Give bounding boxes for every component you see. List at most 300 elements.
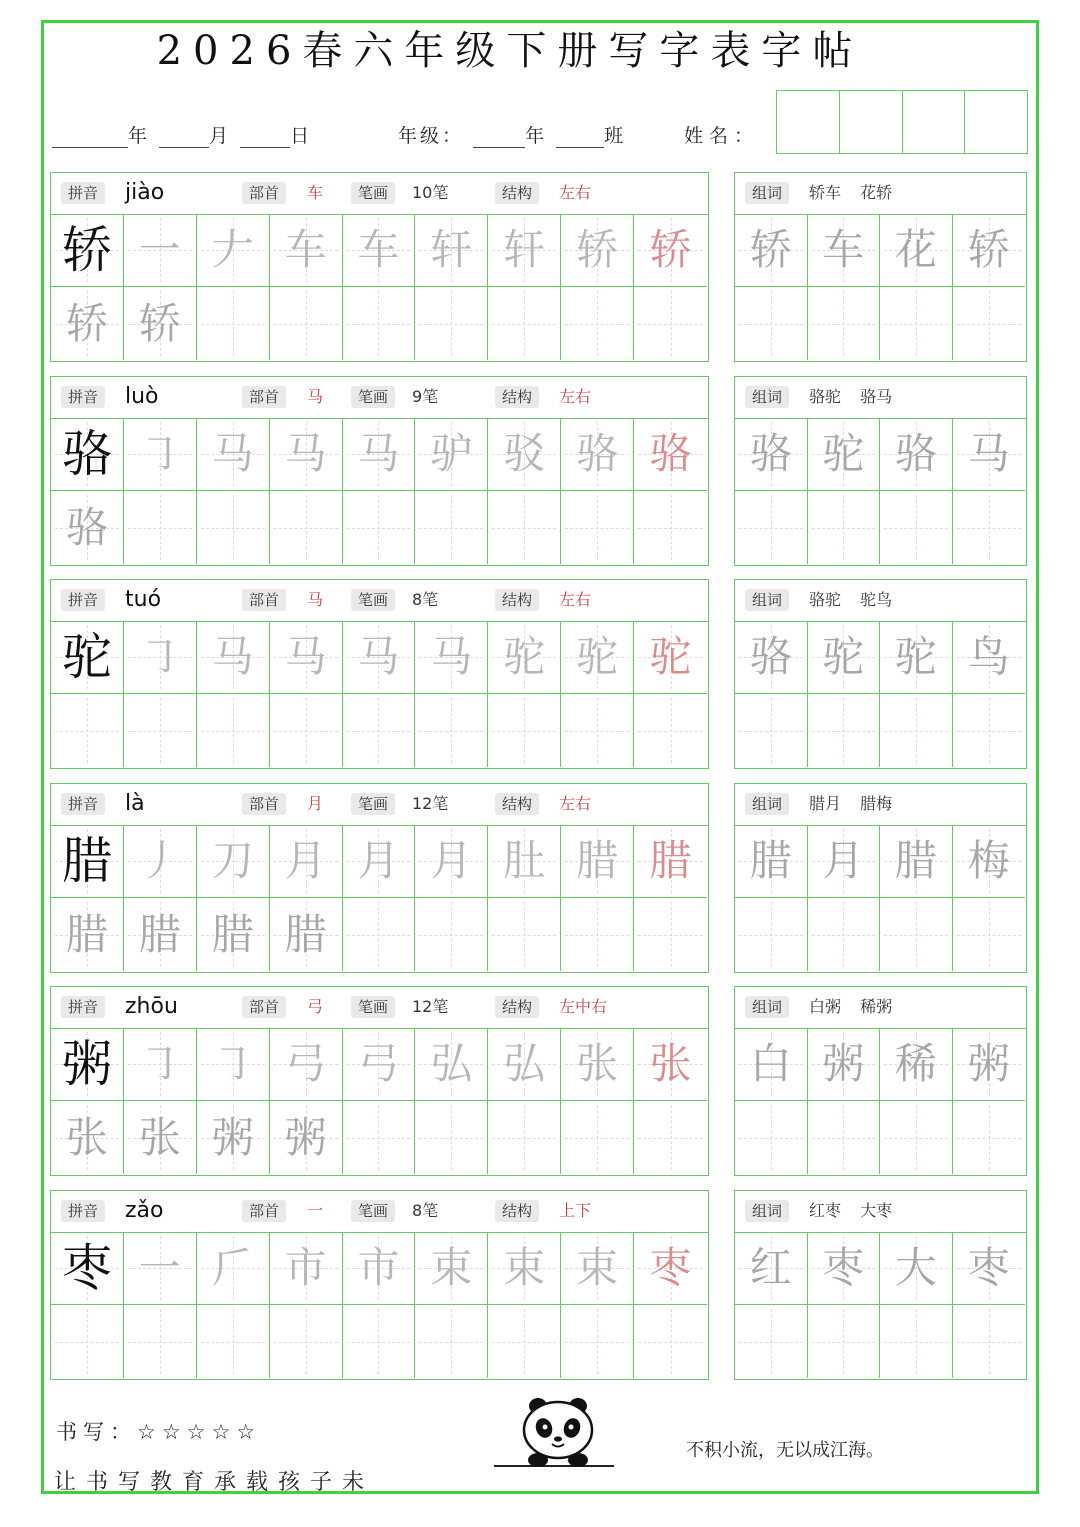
writing-cell[interactable] [197,1232,270,1305]
strokes-value: 8笔 [412,590,439,609]
writing-cell[interactable] [561,418,634,491]
writing-cell[interactable] [51,491,124,564]
word-character: 驼 [822,632,865,681]
writing-cell[interactable] [561,1232,634,1305]
words-panel [734,783,1027,973]
writing-cell[interactable] [561,825,634,898]
writing-cell[interactable] [270,898,343,971]
stroke-step: 张 [649,1039,692,1088]
writing-cell[interactable] [735,214,808,287]
writing-cell[interactable] [735,825,808,898]
character-section [0,376,1080,566]
words-tag: 组词 [745,793,789,815]
character-section [0,172,1080,362]
writing-cell[interactable] [808,621,881,694]
month-blank[interactable] [159,129,209,148]
writing-cell[interactable] [953,1028,1026,1101]
words-tag: 组词 [745,996,789,1018]
quote: 不积小流，无以成江海。 [686,1440,884,1461]
writing-cell[interactable] [343,1101,416,1174]
writing-cell[interactable] [561,287,634,360]
writing-cell[interactable] [808,418,881,491]
writing-cell[interactable] [561,898,634,971]
writing-cell[interactable] [270,694,343,767]
structure-tag: 结构 [495,793,539,815]
writing-cell[interactable] [51,287,124,360]
writing-cell[interactable] [343,1232,416,1305]
word-character: 车 [822,225,865,274]
writing-cell[interactable] [415,621,488,694]
stroke-step: 枣 [649,1243,692,1292]
words-panel [734,376,1027,566]
writing-cell[interactable] [488,1305,561,1378]
writing-cell[interactable] [343,898,416,971]
radical-value: 一 [307,1201,324,1220]
writing-cell[interactable] [488,621,561,694]
writing-cell[interactable] [270,825,343,898]
writing-cell[interactable] [880,825,953,898]
pinyin-tag: 拼音 [61,386,105,408]
stroke-step: 马 [284,632,327,681]
writing-cell[interactable] [270,1028,343,1101]
words-header [735,377,1026,419]
writing-cell[interactable] [415,491,488,564]
stroke-step: 腊 [576,836,619,885]
structure-value: 左右 [559,183,592,202]
rating-stars[interactable]: 书写：☆☆☆☆☆ [56,1420,262,1444]
writing-cell[interactable] [634,1101,707,1174]
stroke-step: 轩 [503,225,546,274]
stroke-panel [50,1190,709,1380]
writing-cell[interactable] [415,898,488,971]
pinyin-tag: 拼音 [61,996,105,1018]
writing-cell[interactable] [343,1028,416,1101]
writing-cell[interactable] [953,287,1026,360]
model-character: 轿 [61,221,112,279]
words-panel [734,986,1027,1176]
writing-cell[interactable] [415,1028,488,1101]
writing-cell[interactable] [124,1232,197,1305]
stroke-step: 骆 [576,429,619,478]
writing-cell[interactable] [735,1101,808,1174]
writing-cell[interactable] [634,621,707,694]
writing-cell[interactable] [953,621,1026,694]
writing-cell[interactable] [634,1028,707,1101]
words-header [735,173,1026,215]
writing-cell[interactable] [51,214,124,287]
writing-cell[interactable] [488,694,561,767]
writing-cell[interactable] [953,418,1026,491]
radical-value: 弓 [307,997,324,1016]
stroke-step: 轿 [576,225,619,274]
writing-cell[interactable] [735,418,808,491]
trace-character: 轿 [65,298,108,348]
writing-cell[interactable] [415,418,488,491]
writing-cell[interactable] [197,898,270,971]
info-header [51,173,708,215]
writing-cell[interactable] [561,694,634,767]
radical-value: 月 [307,794,324,813]
writing-cell[interactable] [415,214,488,287]
pinyin-value: luò [125,384,159,409]
writing-cell[interactable] [880,1028,953,1101]
writing-cell[interactable] [270,1101,343,1174]
info-header [51,377,708,419]
writing-cell[interactable] [880,418,953,491]
writing-cell[interactable] [735,1232,808,1305]
writing-cell[interactable] [415,1232,488,1305]
writing-cell[interactable] [808,898,881,971]
writing-cell[interactable] [270,214,343,287]
writing-cell[interactable] [343,491,416,564]
writing-cell[interactable] [953,1305,1026,1378]
writing-cell[interactable] [488,1232,561,1305]
word-character: 骆 [749,429,792,478]
writing-cell[interactable] [634,825,707,898]
writing-cell[interactable] [561,214,634,287]
words-panel [734,172,1027,362]
model-character: 粥 [61,1035,112,1093]
writing-cell[interactable] [51,1232,124,1305]
writing-cell[interactable] [197,825,270,898]
structure-tag: 结构 [495,182,539,204]
writing-cell[interactable] [124,1028,197,1101]
name-box[interactable] [776,90,1028,154]
writing-cell[interactable] [735,898,808,971]
structure-value: 左中右 [559,997,608,1016]
writing-cell[interactable] [880,898,953,971]
word-character: 骆 [894,429,937,478]
writing-cell[interactable] [415,694,488,767]
writing-cell[interactable] [124,1305,197,1378]
stroke-step: 束 [576,1243,619,1292]
stroke-step: 丿 [138,836,181,885]
strokes-value: 12笔 [412,794,449,813]
info-header [51,987,708,1029]
radical-tag: 部首 [242,996,286,1018]
writing-cell[interactable] [343,694,416,767]
writing-cell[interactable] [561,491,634,564]
stroke-step: 马 [211,429,254,478]
writing-cell[interactable] [880,1101,953,1174]
writing-cell[interactable] [124,1101,197,1174]
stroke-step: 驼 [576,632,619,681]
words-header [735,1191,1026,1233]
trace-character: 轿 [138,298,181,348]
pinyin-value: zhōu [125,994,178,1019]
stroke-step: 月 [430,836,473,885]
writing-cell[interactable] [51,825,124,898]
writing-cell[interactable] [197,1028,270,1101]
model-character: 枣 [61,1239,112,1297]
stroke-step: ㇆ [138,632,181,681]
writing-cell[interactable] [488,1028,561,1101]
strokes-value: 8笔 [412,1201,439,1220]
writing-cell[interactable] [343,1305,416,1378]
writing-cell[interactable] [808,1305,881,1378]
words-value: 轿车 花轿 [809,183,893,202]
stroke-step: 马 [357,429,400,478]
writing-cell[interactable] [124,621,197,694]
writing-cell[interactable] [197,621,270,694]
writing-cell[interactable] [561,1028,634,1101]
model-character: 骆 [61,425,112,483]
info-header [51,784,708,826]
words-panel [734,1190,1027,1380]
writing-cell[interactable] [561,1305,634,1378]
writing-cell[interactable] [735,491,808,564]
writing-cell[interactable] [343,825,416,898]
writing-cell[interactable] [197,214,270,287]
writing-cell[interactable] [124,418,197,491]
trace-character: 骆 [65,502,108,552]
stroke-step: 驼 [503,632,546,681]
trace-character: 张 [138,1112,181,1162]
writing-cell[interactable] [415,1305,488,1378]
writing-cell[interactable] [634,418,707,491]
stroke-step: 𠂇 [211,225,254,274]
writing-cell[interactable] [124,694,197,767]
writing-cell[interactable] [880,621,953,694]
writing-cell[interactable] [415,1101,488,1174]
stroke-step: 腊 [649,836,692,885]
writing-cell[interactable] [808,1028,881,1101]
pinyin-value: là [125,791,145,816]
writing-cell[interactable] [880,1232,953,1305]
strokes-tag: 笔画 [351,182,395,204]
words-tag: 组词 [745,386,789,408]
radical-value: 马 [307,590,324,609]
strokes-tag: 笔画 [351,1200,395,1222]
radical-tag: 部首 [242,589,286,611]
writing-cell[interactable] [270,621,343,694]
word-character: 鸟 [967,632,1010,681]
writing-cell[interactable] [561,621,634,694]
structure-value: 左右 [559,387,592,406]
stroke-step: 束 [503,1243,546,1292]
writing-cell[interactable] [735,1305,808,1378]
writing-cell[interactable] [735,1028,808,1101]
stroke-step: 一 [138,225,181,274]
stroke-step: 束 [430,1243,473,1292]
writing-cell[interactable] [634,694,707,767]
word-character: 梅 [967,836,1010,885]
writing-cell[interactable] [51,694,124,767]
writing-cell[interactable] [488,825,561,898]
writing-cell[interactable] [197,1305,270,1378]
word-character: 白 [749,1039,792,1088]
writing-cell[interactable] [808,694,881,767]
stroke-step: 驳 [503,429,546,478]
writing-cell[interactable] [953,1101,1026,1174]
character-section [0,986,1080,1176]
writing-cell[interactable] [808,287,881,360]
stroke-step: 弘 [503,1039,546,1088]
word-character: 枣 [822,1243,865,1292]
pinyin-value: jiào [125,180,165,205]
writing-cell[interactable] [197,418,270,491]
pinyin-value: tuó [125,587,162,612]
writing-cell[interactable] [343,418,416,491]
writing-cell[interactable] [880,214,953,287]
word-character: 腊 [749,836,792,885]
class-blank[interactable] [556,129,604,148]
writing-cell[interactable] [634,214,707,287]
stroke-step: 马 [430,632,473,681]
stroke-step: 弘 [430,1039,473,1088]
structure-tag: 结构 [495,1200,539,1222]
stroke-step: 马 [211,632,254,681]
structure-tag: 结构 [495,996,539,1018]
writing-cell[interactable] [953,898,1026,971]
writing-cell[interactable] [124,825,197,898]
words-value: 骆驼 骆马 [809,387,893,406]
writing-cell[interactable] [270,1305,343,1378]
writing-cell[interactable] [488,214,561,287]
words-value: 腊月 腊梅 [809,794,893,813]
writing-cell[interactable] [124,491,197,564]
strokes-value: 9笔 [412,387,439,406]
stroke-panel [50,579,709,769]
info-header [51,1191,708,1233]
radical-tag: 部首 [242,793,286,815]
character-section [0,579,1080,769]
writing-cell[interactable] [880,287,953,360]
writing-cell[interactable] [270,287,343,360]
stroke-step: 市 [284,1243,327,1292]
writing-cell[interactable] [634,1232,707,1305]
writing-cell[interactable] [880,1305,953,1378]
writing-cell[interactable] [197,491,270,564]
writing-cell[interactable] [270,418,343,491]
stroke-step: 弓 [357,1039,400,1088]
strokes-tag: 笔画 [351,386,395,408]
writing-cell[interactable] [124,287,197,360]
stroke-step: 刀 [211,836,254,885]
writing-cell[interactable] [197,1101,270,1174]
writing-cell[interactable] [808,1101,881,1174]
words-value: 红枣 大枣 [809,1201,893,1220]
writing-cell[interactable] [51,621,124,694]
trace-character: 粥 [211,1112,254,1162]
writing-cell[interactable] [270,1232,343,1305]
structure-value: 左右 [559,794,592,813]
writing-cell[interactable] [51,1101,124,1174]
writing-cell[interactable] [124,898,197,971]
writing-cell[interactable] [51,898,124,971]
writing-cell[interactable] [343,214,416,287]
pinyin-tag: 拼音 [61,589,105,611]
panda-icon [494,1398,614,1470]
writing-cell[interactable] [735,621,808,694]
writing-cell[interactable] [808,1232,881,1305]
structure-value: 上下 [559,1201,592,1220]
structure-tag: 结构 [495,589,539,611]
stroke-step: 骆 [649,429,692,478]
writing-cell[interactable] [953,491,1026,564]
writing-cell[interactable] [880,491,953,564]
writing-cell[interactable] [488,1101,561,1174]
writing-cell[interactable] [735,287,808,360]
writing-cell[interactable] [735,694,808,767]
writing-cell[interactable] [880,694,953,767]
writing-cell[interactable] [124,214,197,287]
word-character: 月 [822,836,865,885]
stroke-step: 市 [357,1243,400,1292]
stroke-step: 车 [284,225,327,274]
word-character: 稀 [894,1039,937,1088]
writing-cell[interactable] [634,491,707,564]
pinyin-tag: 拼音 [61,1200,105,1222]
writing-cell[interactable] [634,1305,707,1378]
stroke-panel [50,172,709,362]
writing-cell[interactable] [634,898,707,971]
writing-cell[interactable] [953,825,1026,898]
day-blank[interactable] [240,129,290,148]
words-panel [734,579,1027,769]
writing-cell[interactable] [808,825,881,898]
writing-cell[interactable] [953,694,1026,767]
word-character: 骆 [749,632,792,681]
pinyin-tag: 拼音 [61,793,105,815]
stroke-step: 月 [357,836,400,885]
info-header [51,580,708,622]
writing-cell[interactable] [197,694,270,767]
strokes-tag: 笔画 [351,996,395,1018]
word-character: 马 [967,429,1010,478]
stroke-panel [50,376,709,566]
page-title: 2026春六年级下册写字表字帖 [156,28,864,74]
year-blank[interactable] [52,129,128,148]
stroke-step: 肚 [503,836,546,885]
writing-cell[interactable] [415,825,488,898]
words-tag: 组词 [745,1200,789,1222]
writing-cell[interactable] [488,287,561,360]
writing-cell[interactable] [270,491,343,564]
writing-cell[interactable] [808,214,881,287]
word-character: 驼 [894,632,937,681]
stroke-step: 轿 [649,225,692,274]
writing-cell[interactable] [51,418,124,491]
words-header [735,987,1026,1029]
writing-cell[interactable] [488,898,561,971]
word-character: 腊 [894,836,937,885]
writing-cell[interactable] [343,621,416,694]
writing-cell[interactable] [415,287,488,360]
stroke-panel [50,783,709,973]
writing-cell[interactable] [51,1028,124,1101]
stroke-step: 张 [576,1039,619,1088]
strokes-value: 12笔 [412,997,449,1016]
writing-cell[interactable] [51,1305,124,1378]
writing-cell[interactable] [953,1232,1026,1305]
writing-cell[interactable] [197,287,270,360]
trace-character: 腊 [138,909,181,959]
writing-cell[interactable] [561,1101,634,1174]
writing-cell[interactable] [634,287,707,360]
grade-blank[interactable] [473,129,525,148]
writing-cell[interactable] [343,287,416,360]
stroke-step: ㇆ [211,1039,254,1088]
trace-character: 粥 [284,1112,327,1162]
word-character: 轿 [749,225,792,274]
writing-cell[interactable] [808,491,881,564]
writing-cell[interactable] [488,491,561,564]
words-value: 白粥 稀粥 [809,997,893,1016]
writing-cell[interactable] [953,214,1026,287]
words-tag: 组词 [745,589,789,611]
writing-cell[interactable] [488,418,561,491]
